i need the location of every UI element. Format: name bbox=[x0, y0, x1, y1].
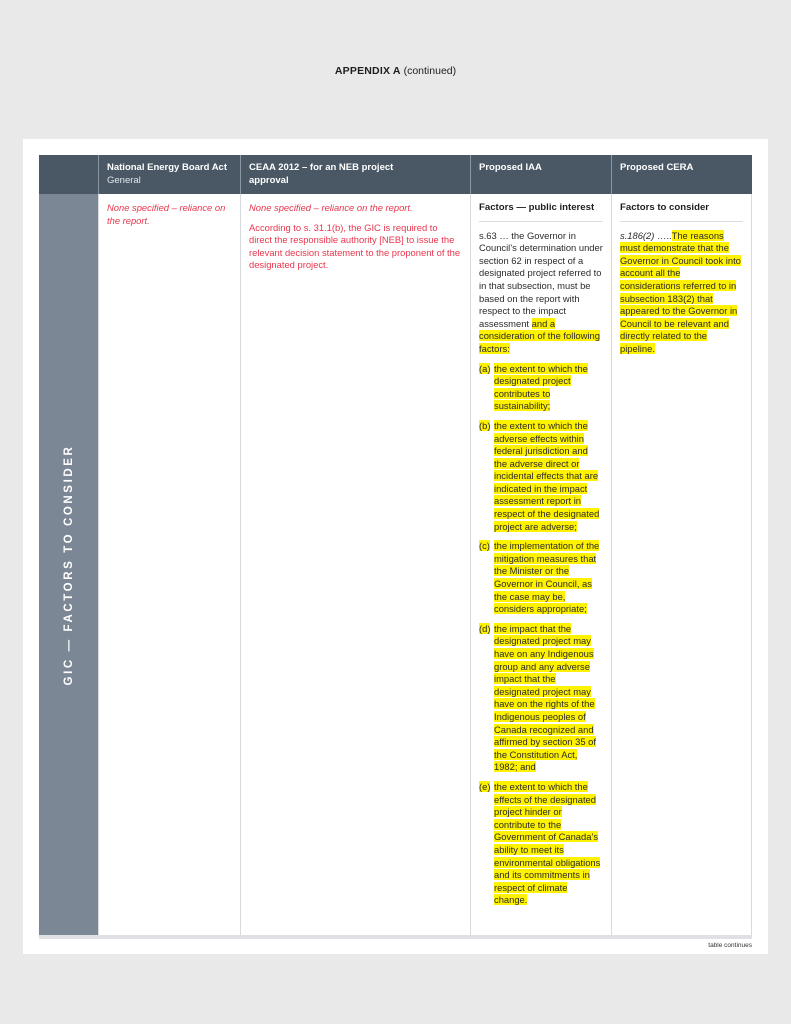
cell-cera bbox=[611, 194, 752, 935]
iaa-intro-highlight: and a consideration of the following factors: bbox=[479, 317, 600, 354]
ceaa-para-2: According to s. 31.1(b), the GIC is required to direct the responsible authority [NEB] to issue the relevant decision statement to the proponent of the designated project. bbox=[249, 221, 461, 271]
list-item bbox=[479, 420, 603, 533]
item-text: the extent to which the effects of the designated project hinder or contribute to the Government of Canada’s ability to meet its environmental obligations and its commitments in respect of climate change. bbox=[494, 780, 601, 906]
iaa-subheading: Factors — public interest bbox=[479, 202, 603, 222]
row-label: GIC — FACTORS TO CONSIDER bbox=[62, 444, 75, 685]
header-neb-title: National Energy Board Act bbox=[107, 162, 228, 173]
header-ceaa-title: CEAA 2012 – for an NEB project approval bbox=[249, 162, 394, 186]
item-text: the extent to which the designated project contributes to sustainability; bbox=[494, 362, 588, 412]
header-neb-subtitle: General bbox=[107, 174, 141, 186]
cell-ceaa bbox=[240, 194, 470, 935]
item-letter: (d) bbox=[479, 622, 491, 634]
row-label-band bbox=[39, 194, 98, 935]
header-iaa-title: Proposed IAA bbox=[479, 162, 542, 173]
appendix-label: APPENDIX A bbox=[334, 65, 401, 77]
ceaa-para-1: None specified – reliance on the report. bbox=[249, 202, 413, 213]
comparison-table bbox=[39, 155, 752, 935]
neb-text: None specified – reliance on the report. bbox=[107, 202, 226, 226]
table-continues-note: table continues bbox=[708, 942, 752, 949]
header-neb-act bbox=[98, 155, 240, 194]
cera-subheading: Factors to consider bbox=[620, 202, 743, 222]
cera-ellipsis: ….. bbox=[654, 229, 672, 241]
header-cera-title: Proposed CERA bbox=[620, 162, 694, 173]
header-ceaa bbox=[240, 155, 470, 194]
cera-section-ref: s.186(2) bbox=[620, 229, 655, 241]
item-letter: (c) bbox=[479, 540, 490, 552]
cera-highlight: The reasons must demonstrate that the Governor in Council took into account all the considerations referred to in subsection 183(2) that appeared to the Governor in Council to be relevant and directly related to the pipeline. bbox=[620, 229, 741, 354]
header-cera bbox=[611, 155, 752, 194]
table-bottom-rule bbox=[39, 935, 752, 939]
list-item bbox=[479, 623, 603, 774]
cell-neb-act bbox=[98, 194, 240, 935]
item-text: the implementation of the mitigation measures that the Minister or the Governor in Council, as the case may be, considers appropriate; bbox=[494, 540, 600, 615]
item-letter: (b) bbox=[479, 419, 491, 431]
cera-text bbox=[620, 230, 743, 356]
table-header-row bbox=[39, 155, 752, 194]
iaa-intro-plain: s.63 … the Governor in Council’s determination under section 62 in respect of a designated project referred to in that subsection, must be based on the report with respect to the impact assessment bbox=[479, 229, 603, 329]
appendix-continued: (continued) bbox=[403, 65, 457, 77]
header-iaa bbox=[470, 155, 611, 194]
item-letter: (e) bbox=[479, 780, 491, 792]
page-heading bbox=[0, 65, 791, 77]
list-item bbox=[479, 540, 603, 616]
item-text: the extent to which the adverse effects within federal jurisdiction and the adverse direct or incidental effects that are indicated in the impact assessment report in respect of the designated project are adverse; bbox=[494, 419, 600, 532]
item-text: the impact that the designated project may have on any Indigenous group and any adverse impact that the designated project may have on the rights of the Indigenous peoples of Canada recognized and affirmed by section 35 of the Constitution Act, 1982; and bbox=[494, 622, 596, 773]
list-item bbox=[479, 363, 603, 413]
list-item bbox=[479, 781, 603, 907]
iaa-intro bbox=[479, 230, 603, 356]
cell-iaa bbox=[470, 194, 611, 935]
document-sheet bbox=[23, 139, 768, 954]
item-letter: (a) bbox=[479, 362, 491, 374]
